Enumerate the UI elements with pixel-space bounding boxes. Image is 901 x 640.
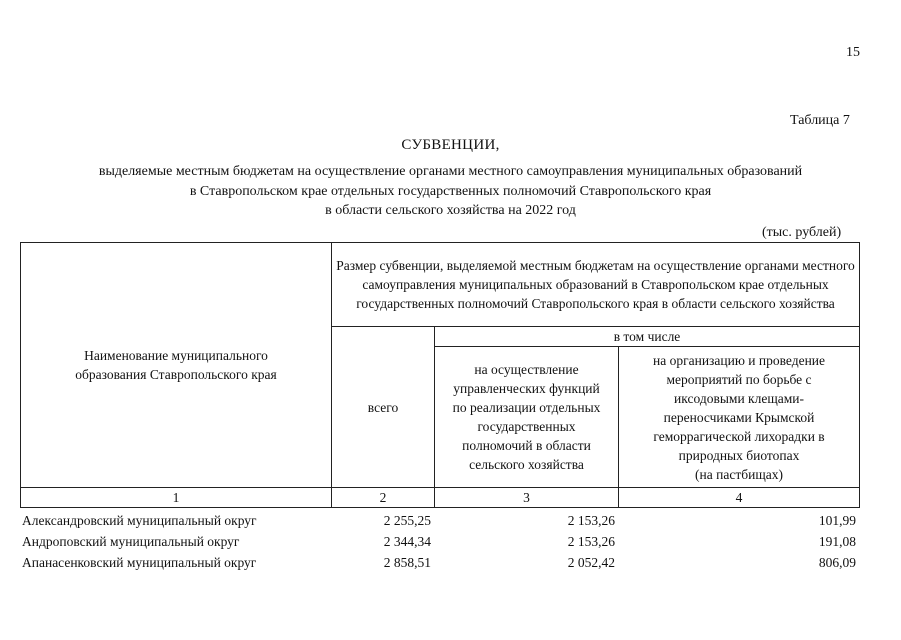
header-ticks-note: (на пастбищах) bbox=[695, 466, 783, 482]
table-row bbox=[20, 552, 859, 573]
header-name-column: Наименование муниципального образования Ставропольского края bbox=[21, 243, 332, 488]
units-label: (тыс. рублей) bbox=[762, 225, 842, 240]
management-value: 2 153,26 bbox=[567, 513, 615, 528]
table-row bbox=[20, 531, 859, 552]
column-number: 4 bbox=[619, 488, 860, 508]
subsidy-table-header bbox=[20, 242, 860, 508]
municipality-name: Андроповский муниципальный округ bbox=[22, 534, 240, 549]
column-number: 1 bbox=[21, 488, 332, 508]
municipality-name: Апанасенковский муниципальный округ bbox=[22, 555, 257, 570]
ticks-value: 101,99 bbox=[818, 513, 856, 528]
header-including: в том числе bbox=[435, 327, 860, 347]
header-ticks-column bbox=[619, 347, 860, 488]
management-value: 2 153,26 bbox=[567, 534, 615, 549]
table-row bbox=[20, 510, 859, 531]
subtitle-line: в области сельского хозяйства на 2022 год bbox=[325, 203, 576, 218]
total-value: 2 255,25 bbox=[383, 513, 431, 528]
ticks-value: 806,09 bbox=[818, 555, 856, 570]
subsidy-table-body bbox=[20, 510, 859, 573]
header-subsidy-size: Размер субвенции, выделяемой местным бюджетам на осуществление органами местного самоуправления муниципальных образований в Ставропольском крае отдельных государственных полномочий Ставропольского края в области сельского хозяйства bbox=[332, 243, 860, 327]
column-number: 2 bbox=[332, 488, 435, 508]
header-total-column: всего bbox=[332, 327, 435, 488]
table-label: Таблица 7 bbox=[790, 113, 850, 128]
column-number: 3 bbox=[435, 488, 619, 508]
document-title: СУБВЕНЦИИ, bbox=[401, 137, 500, 153]
header-management-column: на осуществление управленческих функций по реализации отдельных государственных полномочий в области сельского хозяйства bbox=[435, 347, 619, 488]
subtitle-line: в Ставропольском крае отдельных государственных полномочий Ставропольского края bbox=[189, 183, 712, 199]
management-value: 2 052,42 bbox=[567, 555, 615, 570]
document-subtitle bbox=[0, 162, 901, 221]
municipality-name: Александровский муниципальный округ bbox=[22, 513, 257, 528]
total-value: 2 858,51 bbox=[383, 555, 431, 570]
subtitle-line: выделяемые местным бюджетам на осуществление органами местного самоуправления муниципальных образований bbox=[98, 164, 803, 179]
header-ticks-main: на организацию и проведение мероприятий по борьбе с иксодовыми клещами-переносчиками Крымской геморрагической лихорадки в природных биотопах bbox=[652, 352, 826, 463]
page-number: 15 bbox=[846, 45, 860, 60]
total-value: 2 344,34 bbox=[383, 534, 431, 549]
ticks-value: 191,08 bbox=[818, 534, 856, 549]
